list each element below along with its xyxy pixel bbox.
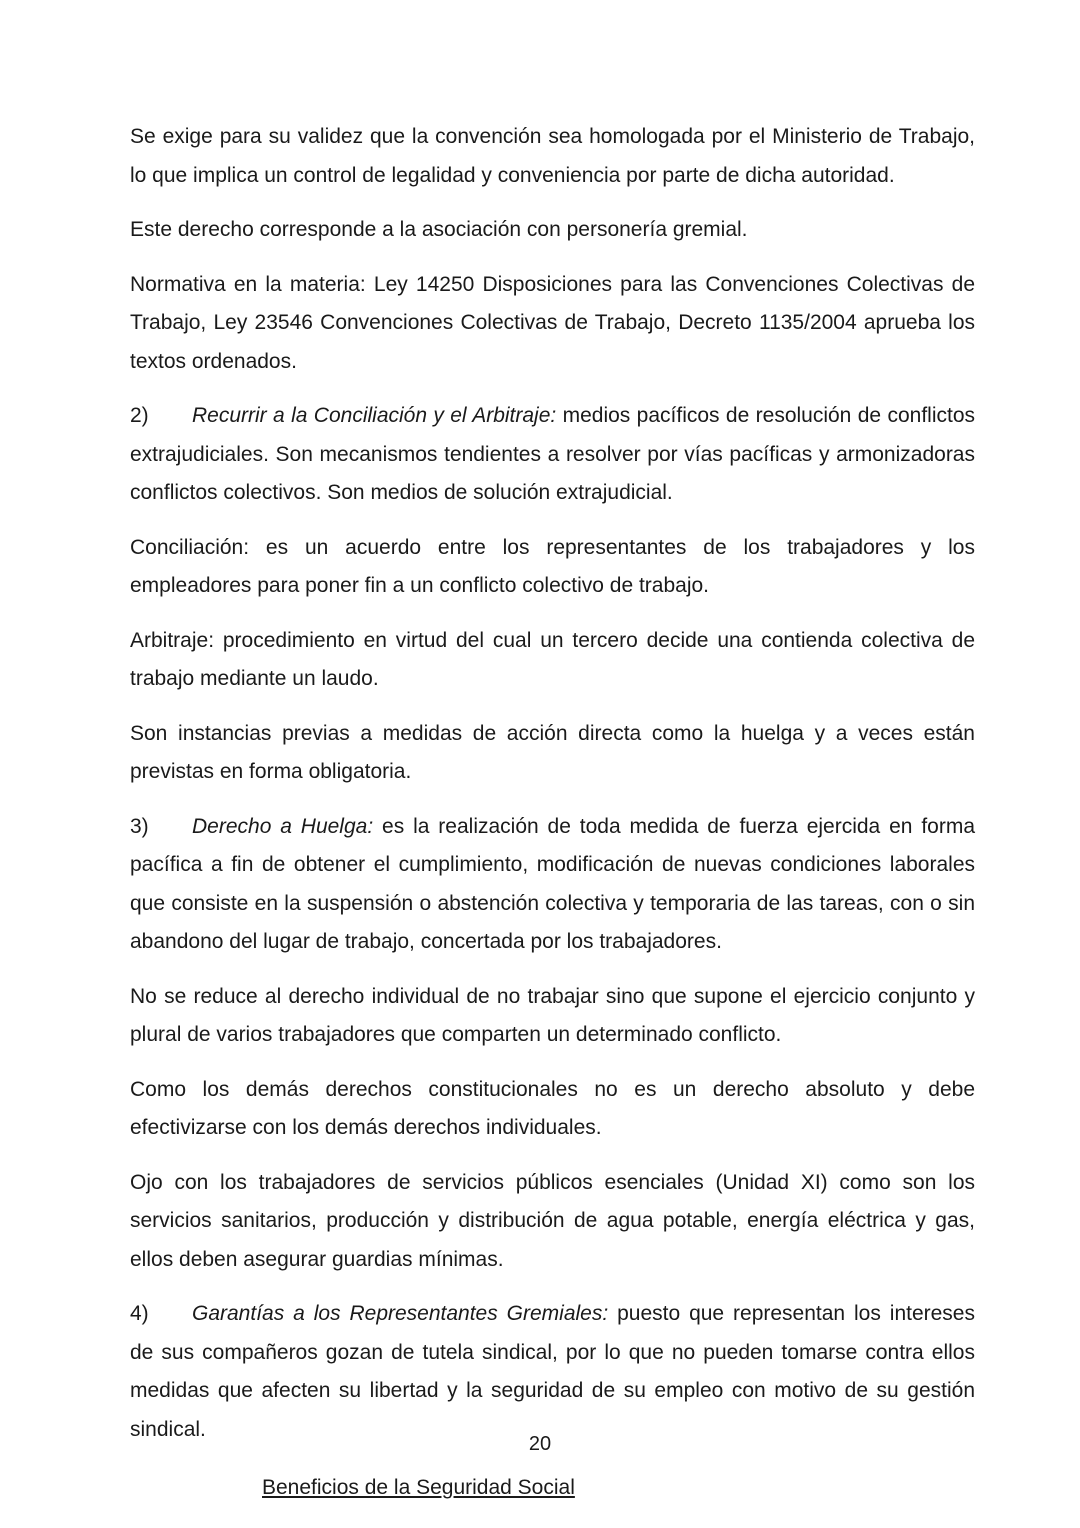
italic-lead: Garantías a los Representantes Gremiales:: [192, 1302, 609, 1325]
numbered-paragraph: [130, 1295, 975, 1449]
paragraph-text: es la realización de toda medida de fuerza ejercida en forma pacífica a fin de obtener el cumplimiento, modificación de nuevas condiciones laborales que consiste en la suspensión o abstención colectiva y temporaria de las tareas, con o sin abandono del lugar de trabajo, concertada por los trabajadores.: [130, 814, 975, 953]
paragraph: Normativa en la materia: Ley 14250 Disposiciones para las Convenciones Colectivas de Trabajo, Ley 23546 Convenciones Colectivas de Trabajo, Decreto 1135/2004 aprueba los textos ordenados.: [130, 272, 975, 373]
paragraph: Se exige para su validez que la convención sea homologada por el Ministerio de Trabajo, lo que implica un control de legalidad y conveniencia por parte de dicha autoridad.: [130, 125, 975, 187]
section-heading: Beneficios de la Seguridad Social: [262, 1476, 575, 1499]
paragraph-text: puesto que representan los intereses de sus compañeros gozan de tutela sindical, por lo que no pueden tomarse contra ellos medidas que afecten su libertad y la seguridad de su empleo con motivo de su gestión sindical.: [130, 1302, 975, 1441]
paragraph: Son instancias previas a medidas de acción directa como la huelga y a veces están previstas en forma obligatoria.: [130, 721, 975, 783]
paragraph: Arbitraje: procedimiento en virtud del cual un tercero decide una contienda colectiva de trabajo mediante un laudo.: [130, 628, 975, 690]
list-number: 4): [130, 1302, 149, 1325]
paragraph-text: medios pacíficos de resolución de conflictos extrajudiciales. Son mecanismos tendientes a resolver por vías pacíficas y armonizadoras conflictos colectivos. Son medios de solución extrajudicial.: [130, 404, 975, 504]
page-number: 20: [528, 1433, 552, 1455]
italic-lead: Derecho a Huelga:: [192, 814, 374, 838]
numbered-paragraph: [130, 808, 975, 962]
paragraph: Conciliación: es un acuerdo entre los representantes de los trabajadores y los empleadores para poner fin a un conflicto colectivo de trabajo.: [130, 535, 975, 597]
paragraph: Como los demás derechos constitucionales no es un derecho absoluto y debe efectivizarse con los demás derechos individuales.: [130, 1077, 975, 1139]
paragraph: No se reduce al derecho individual de no trabajar sino que supone el ejercicio conjunto y plural de varios trabajadores que comparten un determinado conflicto.: [130, 984, 975, 1046]
numbered-paragraph: [130, 397, 975, 513]
italic-lead: Recurrir a la Conciliación y el Arbitraje:: [192, 404, 557, 427]
paragraph: Este derecho corresponde a la asociación con personería gremial.: [130, 218, 748, 241]
list-number: 2): [130, 404, 149, 427]
paragraph: Ojo con los trabajadores de servicios públicos esenciales (Unidad XI) como son los servicios sanitarios, producción y distribución de agua potable, energía eléctrica y gas, ellos deben asegurar guardias mínimas.: [130, 1170, 975, 1271]
list-number: 3): [130, 814, 149, 838]
